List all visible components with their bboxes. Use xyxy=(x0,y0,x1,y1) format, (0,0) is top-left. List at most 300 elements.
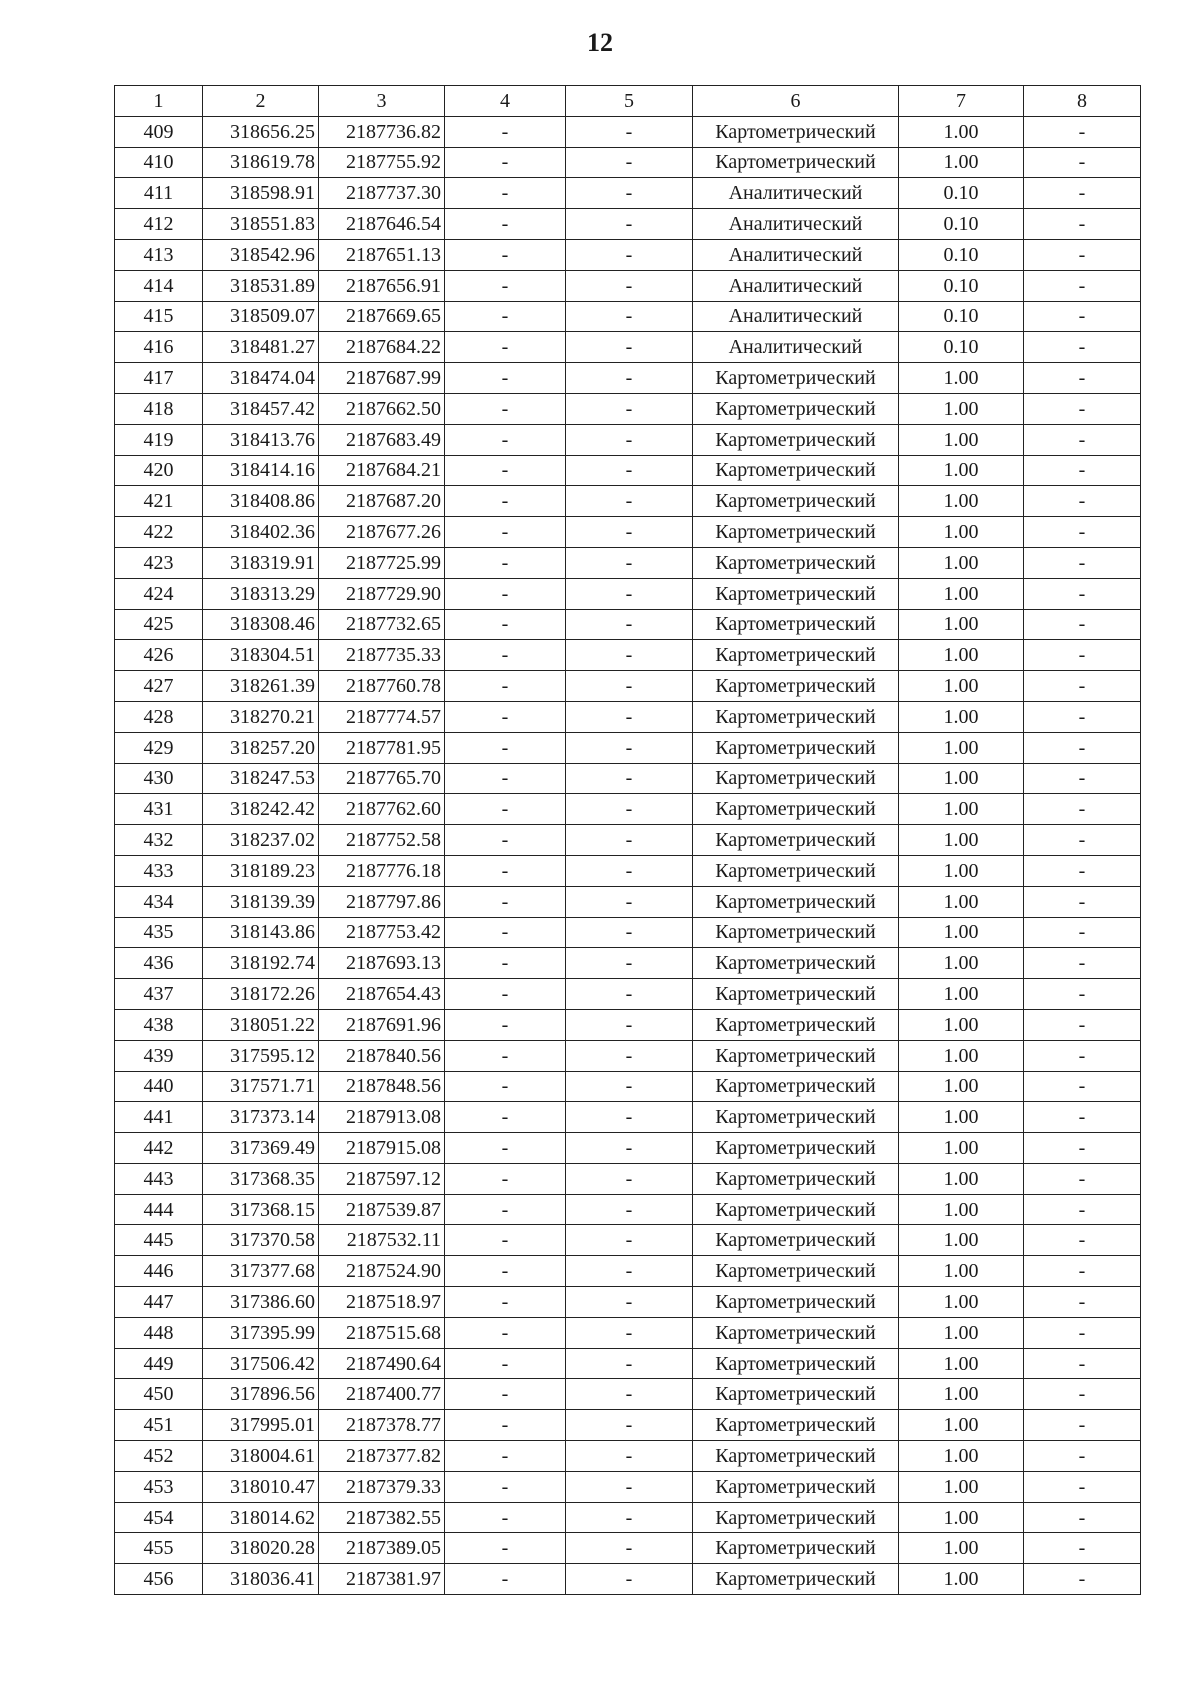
column-5-cell: - xyxy=(566,1471,693,1502)
column-8-cell: - xyxy=(1024,1287,1141,1318)
y-coordinate-cell: 2187684.21 xyxy=(319,455,445,486)
y-coordinate-cell: 2187662.50 xyxy=(319,393,445,424)
column-5-cell: - xyxy=(566,363,693,394)
method-cell: Картометрический xyxy=(693,393,899,424)
table-row xyxy=(115,640,1141,671)
column-5-cell: - xyxy=(566,1163,693,1194)
y-coordinate-cell: 2187776.18 xyxy=(319,855,445,886)
column-4-cell: - xyxy=(445,270,566,301)
y-coordinate-cell: 2187515.68 xyxy=(319,1317,445,1348)
column-4-cell: - xyxy=(445,517,566,548)
column-header: 5 xyxy=(566,86,693,117)
x-coordinate-cell: 318531.89 xyxy=(203,270,319,301)
column-5-cell: - xyxy=(566,1256,693,1287)
point-number-cell: 412 xyxy=(115,209,203,240)
column-4-cell: - xyxy=(445,455,566,486)
table-row xyxy=(115,1287,1141,1318)
column-8-cell: - xyxy=(1024,1256,1141,1287)
column-5-cell: - xyxy=(566,547,693,578)
method-cell: Картометрический xyxy=(693,1564,899,1595)
point-number-cell: 418 xyxy=(115,393,203,424)
column-5-cell: - xyxy=(566,517,693,548)
table-row xyxy=(115,116,1141,147)
point-number-cell: 429 xyxy=(115,732,203,763)
table-row xyxy=(115,332,1141,363)
column-4-cell: - xyxy=(445,547,566,578)
method-cell: Картометрический xyxy=(693,948,899,979)
table-row xyxy=(115,1317,1141,1348)
column-8-cell: - xyxy=(1024,1040,1141,1071)
accuracy-cell: 1.00 xyxy=(899,1410,1024,1441)
x-coordinate-cell: 317995.01 xyxy=(203,1410,319,1441)
method-cell: Аналитический xyxy=(693,332,899,363)
column-4-cell: - xyxy=(445,1379,566,1410)
column-4-cell: - xyxy=(445,855,566,886)
y-coordinate-cell: 2187382.55 xyxy=(319,1502,445,1533)
point-number-cell: 454 xyxy=(115,1502,203,1533)
column-8-cell: - xyxy=(1024,732,1141,763)
table-row xyxy=(115,763,1141,794)
x-coordinate-cell: 318014.62 xyxy=(203,1502,319,1533)
column-5-cell: - xyxy=(566,948,693,979)
table-row xyxy=(115,794,1141,825)
column-5-cell: - xyxy=(566,763,693,794)
column-4-cell: - xyxy=(445,1471,566,1502)
point-number-cell: 414 xyxy=(115,270,203,301)
x-coordinate-cell: 317506.42 xyxy=(203,1348,319,1379)
method-cell: Картометрический xyxy=(693,917,899,948)
method-cell: Аналитический xyxy=(693,178,899,209)
point-number-cell: 421 xyxy=(115,486,203,517)
column-5-cell: - xyxy=(566,393,693,424)
column-8-cell: - xyxy=(1024,517,1141,548)
coordinates-table xyxy=(114,85,1141,1595)
method-cell: Картометрический xyxy=(693,1317,899,1348)
column-header: 7 xyxy=(899,86,1024,117)
x-coordinate-cell: 317370.58 xyxy=(203,1225,319,1256)
accuracy-cell: 1.00 xyxy=(899,1502,1024,1533)
column-4-cell: - xyxy=(445,1317,566,1348)
y-coordinate-cell: 2187539.87 xyxy=(319,1194,445,1225)
y-coordinate-cell: 2187737.30 xyxy=(319,178,445,209)
y-coordinate-cell: 2187684.22 xyxy=(319,332,445,363)
method-cell: Картометрический xyxy=(693,732,899,763)
table-row xyxy=(115,1040,1141,1071)
table-row xyxy=(115,1163,1141,1194)
x-coordinate-cell: 318414.16 xyxy=(203,455,319,486)
column-4-cell: - xyxy=(445,239,566,270)
point-number-cell: 422 xyxy=(115,517,203,548)
column-4-cell: - xyxy=(445,1502,566,1533)
x-coordinate-cell: 318139.39 xyxy=(203,886,319,917)
column-4-cell: - xyxy=(445,609,566,640)
column-8-cell: - xyxy=(1024,1225,1141,1256)
y-coordinate-cell: 2187400.77 xyxy=(319,1379,445,1410)
column-8-cell: - xyxy=(1024,486,1141,517)
point-number-cell: 443 xyxy=(115,1163,203,1194)
table-row xyxy=(115,1225,1141,1256)
method-cell: Картометрический xyxy=(693,1102,899,1133)
y-coordinate-cell: 2187753.42 xyxy=(319,917,445,948)
point-number-cell: 411 xyxy=(115,178,203,209)
column-5-cell: - xyxy=(566,239,693,270)
method-cell: Аналитический xyxy=(693,270,899,301)
accuracy-cell: 1.00 xyxy=(899,1533,1024,1564)
column-8-cell: - xyxy=(1024,578,1141,609)
column-8-cell: - xyxy=(1024,609,1141,640)
column-5-cell: - xyxy=(566,1040,693,1071)
x-coordinate-cell: 318313.29 xyxy=(203,578,319,609)
column-4-cell: - xyxy=(445,1410,566,1441)
column-4-cell: - xyxy=(445,917,566,948)
x-coordinate-cell: 318481.27 xyxy=(203,332,319,363)
column-4-cell: - xyxy=(445,979,566,1010)
method-cell: Картометрический xyxy=(693,363,899,394)
method-cell: Картометрический xyxy=(693,1287,899,1318)
y-coordinate-cell: 2187656.91 xyxy=(319,270,445,301)
point-number-cell: 438 xyxy=(115,1009,203,1040)
table-row xyxy=(115,1071,1141,1102)
point-number-cell: 419 xyxy=(115,424,203,455)
column-8-cell: - xyxy=(1024,239,1141,270)
column-8-cell: - xyxy=(1024,855,1141,886)
point-number-cell: 417 xyxy=(115,363,203,394)
column-header: 1 xyxy=(115,86,203,117)
column-5-cell: - xyxy=(566,1348,693,1379)
x-coordinate-cell: 318261.39 xyxy=(203,671,319,702)
table-row xyxy=(115,1533,1141,1564)
column-5-cell: - xyxy=(566,301,693,332)
accuracy-cell: 1.00 xyxy=(899,1133,1024,1164)
method-cell: Картометрический xyxy=(693,763,899,794)
point-number-cell: 433 xyxy=(115,855,203,886)
point-number-cell: 427 xyxy=(115,671,203,702)
point-number-cell: 450 xyxy=(115,1379,203,1410)
table-row xyxy=(115,393,1141,424)
y-coordinate-cell: 2187597.12 xyxy=(319,1163,445,1194)
point-number-cell: 453 xyxy=(115,1471,203,1502)
accuracy-cell: 1.00 xyxy=(899,1287,1024,1318)
point-number-cell: 415 xyxy=(115,301,203,332)
column-header: 2 xyxy=(203,86,319,117)
column-4-cell: - xyxy=(445,1225,566,1256)
accuracy-cell: 1.00 xyxy=(899,363,1024,394)
table-row xyxy=(115,1502,1141,1533)
column-8-cell: - xyxy=(1024,1410,1141,1441)
column-4-cell: - xyxy=(445,1256,566,1287)
point-number-cell: 436 xyxy=(115,948,203,979)
accuracy-cell: 1.00 xyxy=(899,701,1024,732)
table-row xyxy=(115,301,1141,332)
accuracy-cell: 1.00 xyxy=(899,886,1024,917)
point-number-cell: 456 xyxy=(115,1564,203,1595)
column-8-cell: - xyxy=(1024,332,1141,363)
column-5-cell: - xyxy=(566,178,693,209)
column-5-cell: - xyxy=(566,270,693,301)
method-cell: Картометрический xyxy=(693,1471,899,1502)
accuracy-cell: 1.00 xyxy=(899,1256,1024,1287)
y-coordinate-cell: 2187524.90 xyxy=(319,1256,445,1287)
x-coordinate-cell: 317373.14 xyxy=(203,1102,319,1133)
column-8-cell: - xyxy=(1024,794,1141,825)
column-8-cell: - xyxy=(1024,1009,1141,1040)
x-coordinate-cell: 317386.60 xyxy=(203,1287,319,1318)
x-coordinate-cell: 318270.21 xyxy=(203,701,319,732)
method-cell: Картометрический xyxy=(693,979,899,1010)
point-number-cell: 432 xyxy=(115,825,203,856)
accuracy-cell: 1.00 xyxy=(899,609,1024,640)
accuracy-cell: 1.00 xyxy=(899,486,1024,517)
accuracy-cell: 1.00 xyxy=(899,1471,1024,1502)
accuracy-cell: 1.00 xyxy=(899,825,1024,856)
column-8-cell: - xyxy=(1024,455,1141,486)
column-5-cell: - xyxy=(566,1564,693,1595)
column-4-cell: - xyxy=(445,948,566,979)
table-row xyxy=(115,671,1141,702)
column-4-cell: - xyxy=(445,578,566,609)
point-number-cell: 441 xyxy=(115,1102,203,1133)
method-cell: Картометрический xyxy=(693,855,899,886)
x-coordinate-cell: 318051.22 xyxy=(203,1009,319,1040)
point-number-cell: 430 xyxy=(115,763,203,794)
column-8-cell: - xyxy=(1024,1133,1141,1164)
method-cell: Картометрический xyxy=(693,578,899,609)
table-row xyxy=(115,1194,1141,1225)
y-coordinate-cell: 2187651.13 xyxy=(319,239,445,270)
column-5-cell: - xyxy=(566,1102,693,1133)
accuracy-cell: 1.00 xyxy=(899,732,1024,763)
point-number-cell: 446 xyxy=(115,1256,203,1287)
x-coordinate-cell: 317595.12 xyxy=(203,1040,319,1071)
column-8-cell: - xyxy=(1024,1471,1141,1502)
x-coordinate-cell: 318402.36 xyxy=(203,517,319,548)
method-cell: Аналитический xyxy=(693,239,899,270)
x-coordinate-cell: 318308.46 xyxy=(203,609,319,640)
column-5-cell: - xyxy=(566,578,693,609)
y-coordinate-cell: 2187848.56 xyxy=(319,1071,445,1102)
accuracy-cell: 0.10 xyxy=(899,270,1024,301)
y-coordinate-cell: 2187752.58 xyxy=(319,825,445,856)
x-coordinate-cell: 318004.61 xyxy=(203,1441,319,1472)
column-5-cell: - xyxy=(566,640,693,671)
accuracy-cell: 1.00 xyxy=(899,1379,1024,1410)
accuracy-cell: 1.00 xyxy=(899,1225,1024,1256)
column-4-cell: - xyxy=(445,178,566,209)
point-number-cell: 425 xyxy=(115,609,203,640)
column-5-cell: - xyxy=(566,1009,693,1040)
column-4-cell: - xyxy=(445,701,566,732)
column-5-cell: - xyxy=(566,209,693,240)
accuracy-cell: 0.10 xyxy=(899,301,1024,332)
accuracy-cell: 1.00 xyxy=(899,948,1024,979)
x-coordinate-cell: 318247.53 xyxy=(203,763,319,794)
table-row xyxy=(115,979,1141,1010)
column-4-cell: - xyxy=(445,1441,566,1472)
accuracy-cell: 1.00 xyxy=(899,1071,1024,1102)
table-row xyxy=(115,1102,1141,1133)
table-row xyxy=(115,609,1141,640)
point-number-cell: 409 xyxy=(115,116,203,147)
column-4-cell: - xyxy=(445,671,566,702)
y-coordinate-cell: 2187913.08 xyxy=(319,1102,445,1133)
column-4-cell: - xyxy=(445,1533,566,1564)
y-coordinate-cell: 2187687.20 xyxy=(319,486,445,517)
method-cell: Картометрический xyxy=(693,609,899,640)
table-row xyxy=(115,1348,1141,1379)
column-4-cell: - xyxy=(445,363,566,394)
point-number-cell: 423 xyxy=(115,547,203,578)
y-coordinate-cell: 2187760.78 xyxy=(319,671,445,702)
y-coordinate-cell: 2187797.86 xyxy=(319,886,445,917)
column-8-cell: - xyxy=(1024,1163,1141,1194)
column-4-cell: - xyxy=(445,1009,566,1040)
accuracy-cell: 0.10 xyxy=(899,332,1024,363)
table-row xyxy=(115,147,1141,178)
point-number-cell: 435 xyxy=(115,917,203,948)
y-coordinate-cell: 2187915.08 xyxy=(319,1133,445,1164)
table-row xyxy=(115,363,1141,394)
accuracy-cell: 0.10 xyxy=(899,209,1024,240)
column-8-cell: - xyxy=(1024,825,1141,856)
x-coordinate-cell: 318551.83 xyxy=(203,209,319,240)
column-5-cell: - xyxy=(566,825,693,856)
method-cell: Картометрический xyxy=(693,794,899,825)
method-cell: Картометрический xyxy=(693,424,899,455)
column-8-cell: - xyxy=(1024,1533,1141,1564)
accuracy-cell: 1.00 xyxy=(899,1040,1024,1071)
x-coordinate-cell: 317368.15 xyxy=(203,1194,319,1225)
table-row xyxy=(115,270,1141,301)
column-4-cell: - xyxy=(445,1102,566,1133)
x-coordinate-cell: 318192.74 xyxy=(203,948,319,979)
y-coordinate-cell: 2187840.56 xyxy=(319,1040,445,1071)
column-8-cell: - xyxy=(1024,547,1141,578)
x-coordinate-cell: 318172.26 xyxy=(203,979,319,1010)
accuracy-cell: 1.00 xyxy=(899,763,1024,794)
accuracy-cell: 1.00 xyxy=(899,794,1024,825)
column-5-cell: - xyxy=(566,424,693,455)
column-8-cell: - xyxy=(1024,1102,1141,1133)
column-header: 6 xyxy=(693,86,899,117)
column-5-cell: - xyxy=(566,1194,693,1225)
table-row xyxy=(115,855,1141,886)
y-coordinate-cell: 2187725.99 xyxy=(319,547,445,578)
table-row xyxy=(115,886,1141,917)
x-coordinate-cell: 318036.41 xyxy=(203,1564,319,1595)
method-cell: Картометрический xyxy=(693,1256,899,1287)
y-coordinate-cell: 2187774.57 xyxy=(319,701,445,732)
accuracy-cell: 1.00 xyxy=(899,1009,1024,1040)
x-coordinate-cell: 318242.42 xyxy=(203,794,319,825)
method-cell: Картометрический xyxy=(693,547,899,578)
column-4-cell: - xyxy=(445,763,566,794)
y-coordinate-cell: 2187669.65 xyxy=(319,301,445,332)
method-cell: Картометрический xyxy=(693,1502,899,1533)
y-coordinate-cell: 2187646.54 xyxy=(319,209,445,240)
table-row xyxy=(115,578,1141,609)
table-row xyxy=(115,455,1141,486)
column-5-cell: - xyxy=(566,1225,693,1256)
column-8-cell: - xyxy=(1024,1564,1141,1595)
point-number-cell: 424 xyxy=(115,578,203,609)
column-4-cell: - xyxy=(445,1133,566,1164)
column-8-cell: - xyxy=(1024,363,1141,394)
y-coordinate-cell: 2187677.26 xyxy=(319,517,445,548)
column-4-cell: - xyxy=(445,794,566,825)
accuracy-cell: 1.00 xyxy=(899,671,1024,702)
method-cell: Картометрический xyxy=(693,1009,899,1040)
column-5-cell: - xyxy=(566,1379,693,1410)
x-coordinate-cell: 318143.86 xyxy=(203,917,319,948)
point-number-cell: 426 xyxy=(115,640,203,671)
method-cell: Картометрический xyxy=(693,1410,899,1441)
y-coordinate-cell: 2187379.33 xyxy=(319,1471,445,1502)
column-header: 3 xyxy=(319,86,445,117)
method-cell: Картометрический xyxy=(693,1441,899,1472)
table-row xyxy=(115,1133,1141,1164)
x-coordinate-cell: 318237.02 xyxy=(203,825,319,856)
column-5-cell: - xyxy=(566,886,693,917)
column-4-cell: - xyxy=(445,1194,566,1225)
column-8-cell: - xyxy=(1024,671,1141,702)
point-number-cell: 451 xyxy=(115,1410,203,1441)
x-coordinate-cell: 317369.49 xyxy=(203,1133,319,1164)
y-coordinate-cell: 2187518.97 xyxy=(319,1287,445,1318)
point-number-cell: 413 xyxy=(115,239,203,270)
point-number-cell: 440 xyxy=(115,1071,203,1102)
accuracy-cell: 1.00 xyxy=(899,917,1024,948)
method-cell: Картометрический xyxy=(693,640,899,671)
column-8-cell: - xyxy=(1024,1071,1141,1102)
column-8-cell: - xyxy=(1024,948,1141,979)
table-row xyxy=(115,1256,1141,1287)
point-number-cell: 444 xyxy=(115,1194,203,1225)
point-number-cell: 428 xyxy=(115,701,203,732)
accuracy-cell: 1.00 xyxy=(899,455,1024,486)
method-cell: Картометрический xyxy=(693,1379,899,1410)
column-5-cell: - xyxy=(566,332,693,363)
accuracy-cell: 1.00 xyxy=(899,547,1024,578)
y-coordinate-cell: 2187736.82 xyxy=(319,116,445,147)
point-number-cell: 449 xyxy=(115,1348,203,1379)
column-4-cell: - xyxy=(445,147,566,178)
accuracy-cell: 0.10 xyxy=(899,178,1024,209)
y-coordinate-cell: 2187691.96 xyxy=(319,1009,445,1040)
y-coordinate-cell: 2187732.65 xyxy=(319,609,445,640)
accuracy-cell: 1.00 xyxy=(899,1348,1024,1379)
column-4-cell: - xyxy=(445,1287,566,1318)
method-cell: Картометрический xyxy=(693,886,899,917)
column-4-cell: - xyxy=(445,886,566,917)
point-number-cell: 455 xyxy=(115,1533,203,1564)
accuracy-cell: 1.00 xyxy=(899,517,1024,548)
x-coordinate-cell: 318656.25 xyxy=(203,116,319,147)
x-coordinate-cell: 318020.28 xyxy=(203,1533,319,1564)
y-coordinate-cell: 2187729.90 xyxy=(319,578,445,609)
y-coordinate-cell: 2187687.99 xyxy=(319,363,445,394)
x-coordinate-cell: 318304.51 xyxy=(203,640,319,671)
column-header: 8 xyxy=(1024,86,1141,117)
point-number-cell: 416 xyxy=(115,332,203,363)
table-row xyxy=(115,547,1141,578)
column-8-cell: - xyxy=(1024,886,1141,917)
column-5-cell: - xyxy=(566,609,693,640)
point-number-cell: 447 xyxy=(115,1287,203,1318)
column-8-cell: - xyxy=(1024,147,1141,178)
y-coordinate-cell: 2187762.60 xyxy=(319,794,445,825)
x-coordinate-cell: 318413.76 xyxy=(203,424,319,455)
method-cell: Картометрический xyxy=(693,1194,899,1225)
